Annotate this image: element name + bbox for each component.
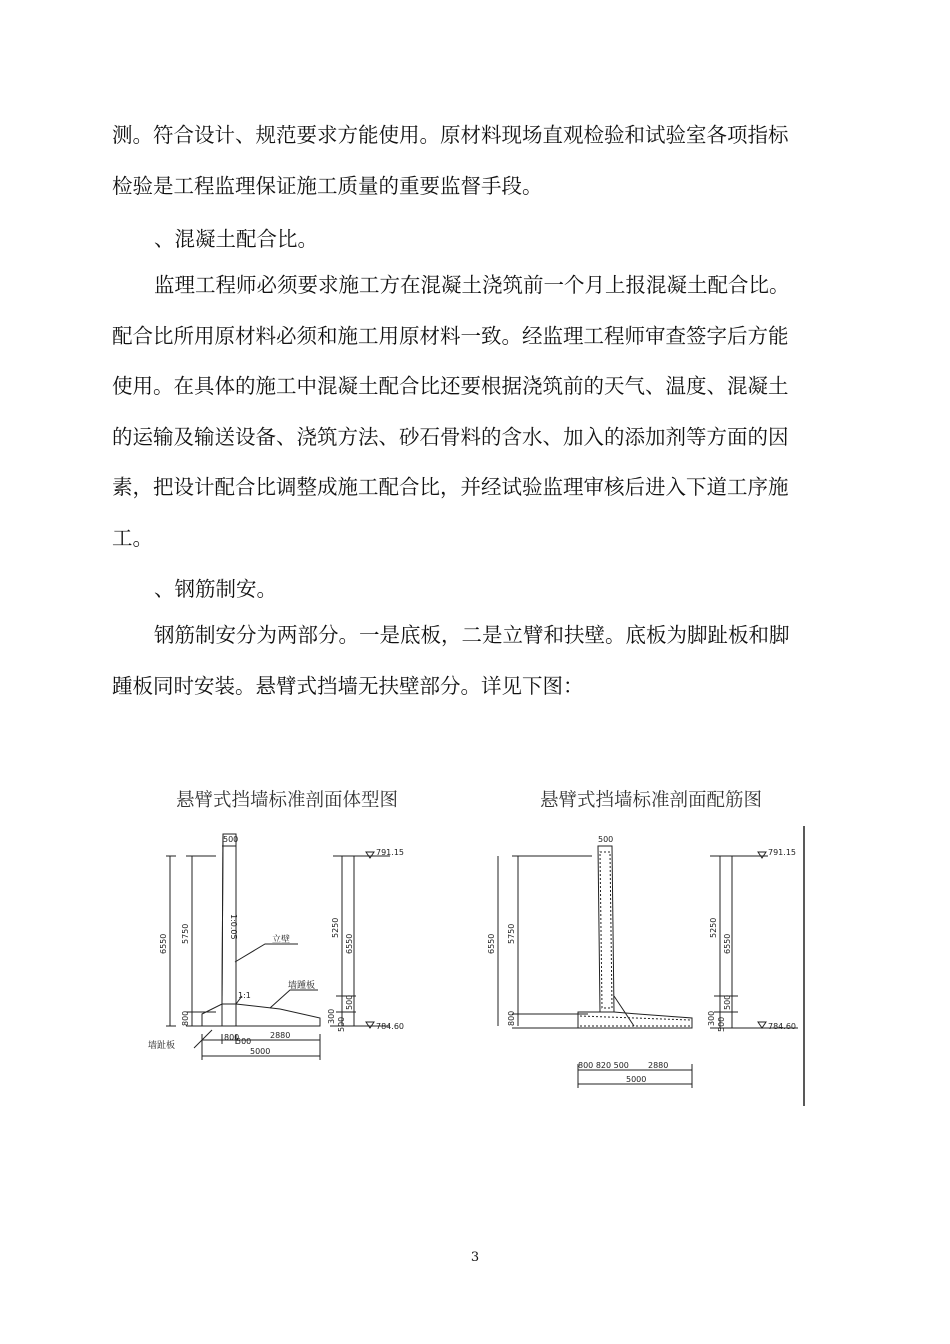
dim-5000: 5000 bbox=[250, 1047, 271, 1056]
dim-6550: 6550 bbox=[487, 933, 496, 954]
dim-800: 800 bbox=[507, 1010, 516, 1026]
text-line: 素，把设计配合比调整成施工配合比，并经试验监理审核后进入下道工序施 bbox=[112, 475, 789, 499]
dim-300: 300 bbox=[327, 1008, 336, 1024]
dim-top-width: 500 bbox=[598, 835, 614, 844]
paragraph-2 bbox=[112, 260, 852, 563]
section-heading-concrete-mix: 、混凝土配合比。 bbox=[154, 227, 318, 251]
elevation-bottom: 784.60 bbox=[376, 1022, 404, 1031]
page-number: 3 bbox=[470, 1250, 480, 1265]
paragraph-1 bbox=[112, 110, 852, 211]
dim-6550-right: 6550 bbox=[723, 933, 732, 954]
text-line: 测。符合设计、规范要求方能使用。原材料现场直观检验和试验室各项指标 bbox=[112, 123, 789, 147]
slope-ratio: 1:0.05 bbox=[229, 914, 238, 940]
dim-6550-right: 6550 bbox=[345, 933, 354, 954]
dim-6550: 6550 bbox=[159, 933, 168, 954]
section-heading-rebar: 、钢筋制安。 bbox=[154, 577, 277, 601]
elevation-top: 791.15 bbox=[768, 848, 796, 857]
dim-300: 300 bbox=[707, 1010, 716, 1026]
dim-500-right: 500 bbox=[345, 994, 354, 1010]
text-line: 使用。在具体的施工中混凝土配合比还要根据浇筑前的天气、温度、混凝土 bbox=[112, 374, 789, 398]
dim-5250: 5250 bbox=[709, 917, 718, 938]
dim-5750: 5750 bbox=[507, 923, 516, 944]
elevation-top: 791.15 bbox=[376, 848, 404, 857]
text-line: 监理工程师必须要求施工方在混凝土浇筑前一个月上报混凝土配合比。 bbox=[154, 273, 790, 297]
dim-2880: 2880 bbox=[270, 1031, 291, 1040]
dim-800: 800 bbox=[181, 1010, 190, 1026]
text-line: 工。 bbox=[112, 525, 153, 550]
dim-5250: 5250 bbox=[331, 917, 340, 938]
text-line: 的运输及输送设备、浇筑方法、砂石骨料的含水、加入的添加剂等方面的因 bbox=[112, 424, 789, 449]
dim-500b: 500 bbox=[236, 1037, 252, 1046]
dim-800b: 800 bbox=[224, 1033, 240, 1042]
dim-5000: 5000 bbox=[626, 1075, 647, 1084]
label-wall: 立壁 bbox=[272, 935, 291, 945]
dim-500-small: 500 bbox=[337, 1016, 346, 1032]
label-heel: 墙踵板 bbox=[288, 981, 316, 991]
figure-right-reinforcement-drawing bbox=[488, 826, 808, 1106]
dim-top-width: 500 bbox=[223, 835, 239, 844]
text-line: 配合比所用原材料必须和施工用原材料一致。经监理工程师审查签字后方能 bbox=[112, 323, 789, 348]
text-line: 钢筋制安分为两部分。一是底板，二是立臂和扶壁。底板为脚趾板和脚 bbox=[154, 623, 790, 647]
elevation-bottom: 784.60 bbox=[768, 1022, 796, 1031]
figure-right-title: 悬臂式挡墙标准剖面配筋图 bbox=[540, 790, 763, 811]
text-line: 检验是工程监理保证施工质量的重要监督手段。 bbox=[112, 173, 543, 198]
figure-left-title: 悬臂式挡墙标准剖面体型图 bbox=[176, 790, 399, 811]
paragraph-3 bbox=[112, 610, 852, 711]
figure-left-profile-drawing bbox=[130, 826, 420, 1076]
dim-2880: 2880 bbox=[648, 1061, 669, 1070]
text-line: 踵板同时安装。悬臂式挡墙无扶壁部分。详见下图： bbox=[112, 673, 584, 698]
label-toe: 墙趾板 bbox=[148, 1041, 176, 1051]
slope-small: 1:1 bbox=[238, 991, 251, 1000]
dim-500-small: 500 bbox=[717, 1016, 726, 1032]
dim-bottom-segments: 800 820 500 bbox=[578, 1061, 629, 1070]
dim-500-right: 500 bbox=[723, 994, 732, 1010]
dim-5750: 5750 bbox=[181, 923, 190, 944]
